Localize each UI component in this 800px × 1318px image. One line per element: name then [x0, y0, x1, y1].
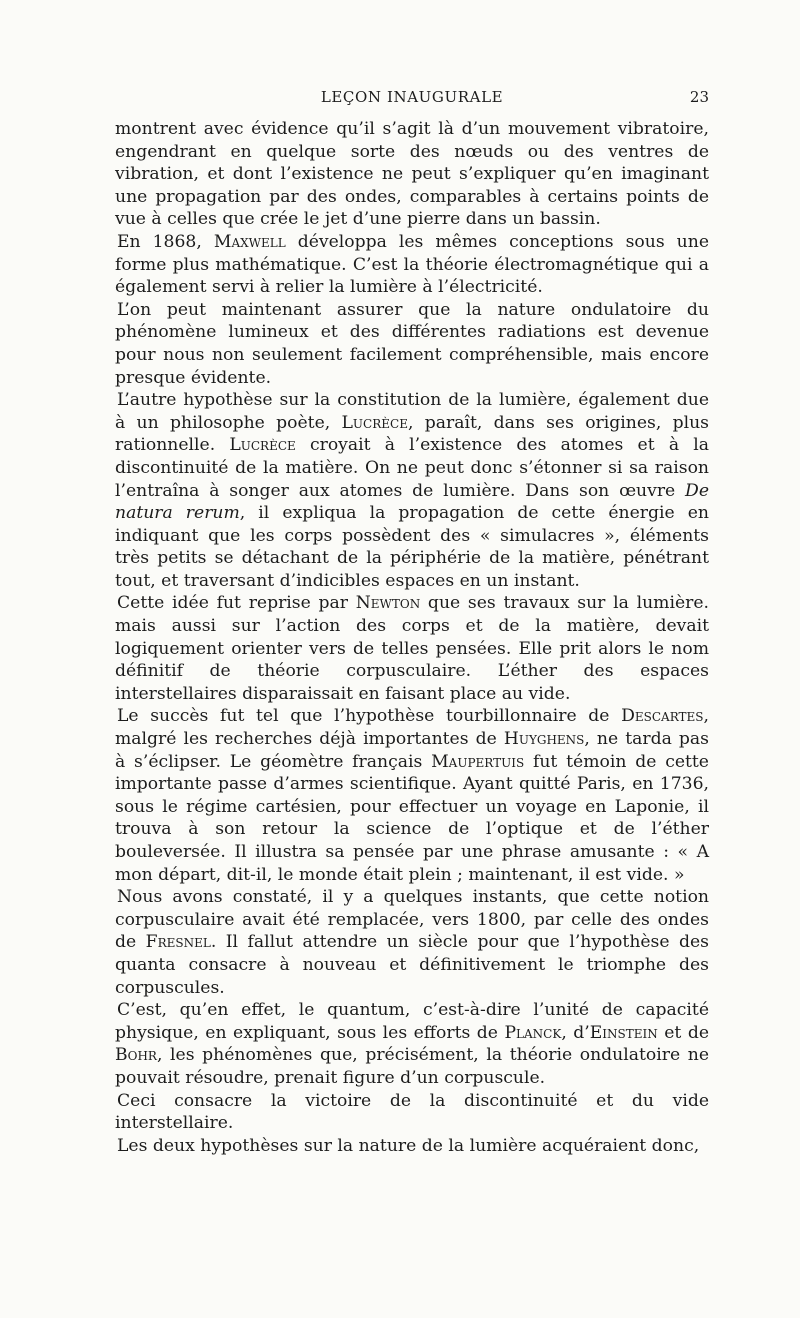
work-title: De natura rerum	[115, 480, 709, 524]
text-run: Nous avons constaté, il y a quelques instants, que cette notion corpusculaire avait été remplacée, vers 1800, par celle des ondes de	[115, 887, 709, 953]
name-maxwell: Maxwell	[213, 231, 286, 252]
paragraph-4	[115, 389, 709, 592]
text-run: , paraît, dans ses origines, plus rationnelle.	[115, 412, 709, 456]
text-run: C’est, qu’en effet, le quantum, c’est-à-dire l’unité de capacité physique, en expliquant, sous les efforts de	[115, 1000, 709, 1043]
text-run: croyait à l’existence des atomes et à la discontinuité de la matière. On ne peut donc s’étonner si sa raison l’entraîna à songer aux atomes de lumière. Dans son œuvre	[115, 435, 709, 501]
name-descartes: Descartes	[621, 706, 704, 727]
name-lucrece: Lucrèce	[229, 435, 296, 456]
name-maupertuis: Maupertuis	[431, 751, 525, 772]
body-text	[115, 118, 709, 1157]
name-fresnel: Fresnel	[145, 932, 211, 953]
paragraph-5	[115, 592, 709, 705]
text-run: et de	[657, 1022, 709, 1043]
paragraph-3: L’on peut maintenant assurer que la nature ondulatoire du phénomène lumineux et des différentes radiations est devenue pour nous non seulement facilement compréhensible, mais encore presque évidente.	[115, 299, 709, 388]
name-bohr: Bohr	[115, 1045, 157, 1066]
name-lucrece: Lucrèce	[341, 412, 408, 433]
name-planck: Planck	[504, 1022, 562, 1043]
paragraph-2	[115, 231, 709, 299]
text-run: , d’	[561, 1022, 590, 1043]
text-run: , il expliqua la propagation de cette énergie en indiquant que les corps possèdent des « simulacres », éléments très petits se détachant de la périphérie de la matière, pénétrant tout, et traversant d’indicibles espaces en un instant.	[115, 503, 709, 591]
paragraph-10: Les deux hypothèses sur la nature de la lumière acquéraient donc,	[117, 1135, 700, 1156]
paragraph-9: Ceci consacre la victoire de la discontinuité et du vide interstellaire.	[115, 1090, 709, 1134]
paragraph-8	[115, 999, 709, 1089]
paragraph-1: montrent avec évidence qu’il s’agit là d’un mouvement vibratoire, engendrant en quelque sorte des nœuds ou des ventres de vibration, et dont l’existence ne peut s’expliquer qu’en imaginant une propagation par des ondes, comparables à certains points de vue à celles que crée le jet d’une pierre dans un bassin.	[115, 119, 709, 230]
text-run: . Il fallut attendre un siècle pour que l’hypothèse des quanta consacre à nouveau et définitivement le triomphe des corpuscules.	[115, 932, 710, 998]
text-run: fut témoin de cette importante passe d’armes scientifique. Ayant quitté Paris, en 1736, sous le régime cartésien, pour effectuer un voyage en Laponie, il trouva à son retour la science de l’optique et de l’éther bouleversée. Il illustra sa pensée par une phrase amusante : « A mon départ, dit-il, le monde était plein ; maintenant, il est vide. »	[115, 751, 709, 885]
text-run: En 1868,	[117, 231, 214, 252]
text-run: développa les mêmes conceptions sous une forme plus mathématique. C’est la théorie électromagnétique qui a également servi à relier la lumière à l’électricité.	[115, 231, 709, 298]
page-number: 23	[689, 88, 709, 106]
text-run: Le succès fut tel que l’hypothèse tourbillonnaire de	[117, 706, 622, 727]
paragraph-6	[115, 705, 709, 886]
name-huyghens: Huyghens	[503, 729, 585, 750]
name-einstein: Einstein	[589, 1022, 658, 1043]
text-run: , malgré les recherches déjà importantes de	[115, 706, 709, 750]
text-run: , les phénomènes que, précisément, la théorie ondulatoire ne pouvait résoudre, prenait figure d’un corpuscule.	[115, 1045, 709, 1088]
name-newton: Newton	[355, 593, 421, 614]
paragraph-7	[115, 886, 709, 999]
text-run: L’autre hypothèse sur la constitution de la lumière, également due à un philosophe poète,	[115, 390, 709, 433]
text-run: Cette idée fut reprise par	[117, 593, 356, 614]
running-head	[115, 88, 709, 110]
text-run: que ses travaux sur la lumière. mais aussi sur l’action des corps et de la matière, devait logiquement orienter vers de telles pensées. Elle prit alors le nom définitif de théorie corpusculaire. L’éther des espaces interstellaires disparaissait en faisant place au vide.	[115, 593, 709, 704]
running-title: LEÇON INAUGURALE	[320, 88, 504, 106]
text-run: , ne tarda pas à s’éclipser. Le géomètre français	[115, 729, 709, 772]
